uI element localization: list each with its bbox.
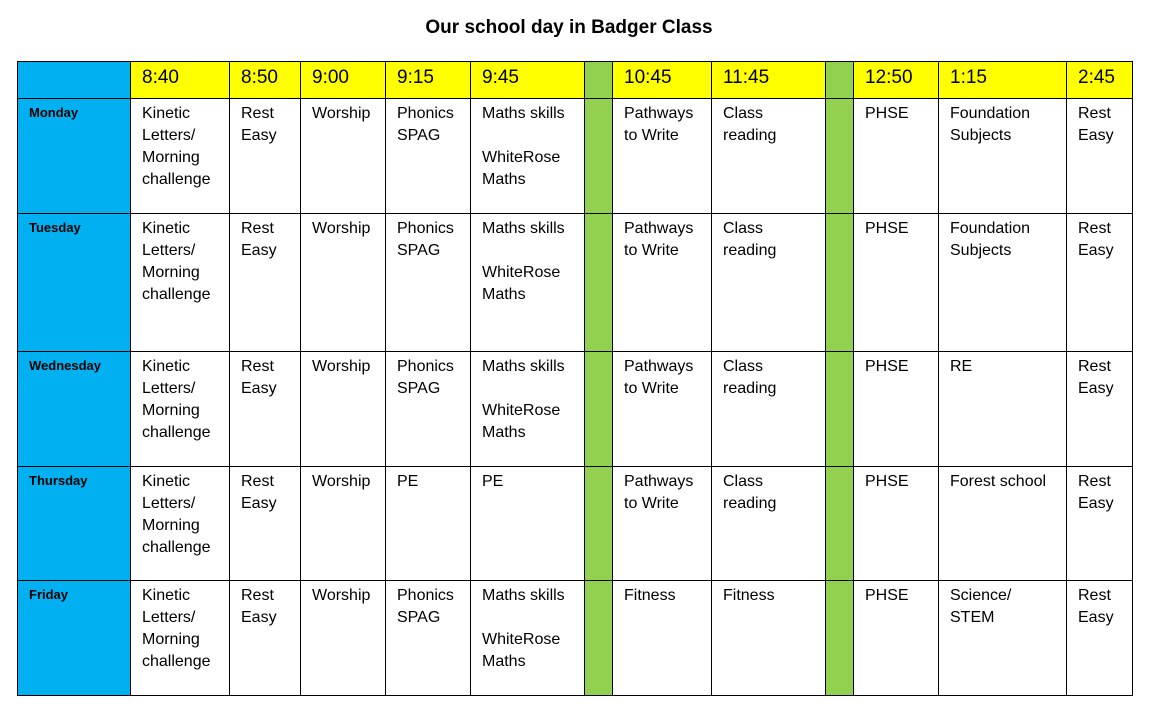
lesson-line: Rest	[1078, 587, 1111, 604]
lesson-cell	[301, 581, 386, 696]
lesson-line: PHSE	[865, 473, 909, 490]
lesson-line: Foundation	[950, 105, 1031, 122]
lesson-line: Easy	[1078, 242, 1114, 259]
lesson-line: challenge	[142, 286, 211, 303]
time-header: 2:45	[1067, 62, 1133, 99]
lesson-line: Maths skills	[482, 220, 565, 237]
time-header: 9:00	[301, 62, 386, 99]
table-row	[18, 99, 1133, 214]
lesson-line: Phonics	[397, 105, 454, 122]
lesson-line: reading	[723, 495, 777, 512]
lesson-line: Easy	[241, 380, 277, 397]
lesson-line: Morning	[142, 631, 200, 648]
lesson-cell	[301, 99, 386, 214]
lesson-line	[482, 607, 576, 629]
lesson-line: Maths	[482, 653, 526, 670]
lesson-line: reading	[723, 242, 777, 259]
lesson-line: Pathways	[624, 473, 694, 490]
lesson-cell	[386, 214, 471, 352]
lesson-cell	[230, 581, 301, 696]
lesson-line: challenge	[142, 424, 211, 441]
lesson-cell	[613, 99, 712, 214]
day-label: Monday	[18, 99, 131, 214]
lesson-line: Maths skills	[482, 358, 565, 375]
lesson-cell	[939, 352, 1067, 467]
lesson-line: to Write	[624, 127, 679, 144]
break-column	[826, 62, 854, 99]
header-row	[18, 62, 1133, 99]
lesson-cell	[386, 467, 471, 581]
lesson-line: challenge	[142, 653, 211, 670]
lesson-cell	[230, 467, 301, 581]
lesson-line: Fitness	[624, 587, 676, 604]
break-column	[585, 62, 613, 99]
lesson-line: SPAG	[397, 127, 441, 144]
lesson-line: Morning	[142, 402, 200, 419]
lesson-line: Worship	[312, 105, 371, 122]
lesson-line: Easy	[1078, 495, 1114, 512]
lesson-line: Kinetic	[142, 587, 191, 604]
lesson-line: Easy	[1078, 380, 1114, 397]
lesson-line	[482, 378, 576, 400]
time-header: 8:40	[131, 62, 230, 99]
lesson-line: WhiteRose	[482, 264, 561, 281]
lesson-cell	[939, 99, 1067, 214]
lesson-line: Rest	[1078, 220, 1111, 237]
break-column	[826, 467, 854, 581]
lesson-cell	[939, 467, 1067, 581]
lesson-line: RE	[950, 358, 973, 375]
break-column	[826, 99, 854, 214]
lesson-cell	[471, 352, 585, 467]
lesson-line: Rest	[241, 105, 274, 122]
time-header: 9:15	[386, 62, 471, 99]
break-column	[585, 214, 613, 352]
lesson-cell	[854, 214, 939, 352]
lesson-line: WhiteRose	[482, 149, 561, 166]
lesson-cell	[854, 581, 939, 696]
lesson-line: Phonics	[397, 587, 454, 604]
lesson-line: Worship	[312, 358, 371, 375]
lesson-line: Letters/	[142, 495, 196, 512]
lesson-line: reading	[723, 380, 777, 397]
lesson-cell	[1067, 214, 1133, 352]
lesson-line: STEM	[950, 609, 995, 626]
day-label: Friday	[18, 581, 131, 696]
time-header: 8:50	[230, 62, 301, 99]
timetable	[17, 61, 1133, 696]
timetable-body	[18, 99, 1133, 696]
table-row	[18, 214, 1133, 352]
lesson-line: Rest	[1078, 358, 1111, 375]
lesson-cell	[939, 581, 1067, 696]
lesson-cell	[386, 352, 471, 467]
lesson-cell	[854, 99, 939, 214]
lesson-line: Easy	[241, 242, 277, 259]
lesson-line: Worship	[312, 220, 371, 237]
page-title: Our school day in Badger Class	[425, 17, 713, 38]
lesson-line: Maths	[482, 171, 526, 188]
lesson-line: Morning	[142, 264, 200, 281]
lesson-line: Letters/	[142, 380, 196, 397]
lesson-line: PHSE	[865, 220, 909, 237]
lesson-cell	[131, 467, 230, 581]
lesson-line: Easy	[1078, 127, 1114, 144]
lesson-line: Maths skills	[482, 105, 565, 122]
lesson-line: Worship	[312, 587, 371, 604]
lesson-line: to Write	[624, 380, 679, 397]
lesson-line: Kinetic	[142, 358, 191, 375]
lesson-line: challenge	[142, 539, 211, 556]
lesson-line: Pathways	[624, 220, 694, 237]
lesson-cell	[131, 581, 230, 696]
lesson-line: Rest	[241, 358, 274, 375]
time-header: 1:15	[939, 62, 1067, 99]
lesson-cell	[712, 467, 826, 581]
break-column	[826, 581, 854, 696]
break-column	[585, 467, 613, 581]
lesson-cell	[854, 467, 939, 581]
lesson-cell	[613, 352, 712, 467]
lesson-line: Class	[723, 358, 764, 375]
break-column	[585, 581, 613, 696]
lesson-line: Maths	[482, 286, 526, 303]
lesson-line	[482, 240, 576, 262]
lesson-line: Worship	[312, 473, 371, 490]
lesson-cell	[939, 214, 1067, 352]
lesson-cell	[613, 467, 712, 581]
lesson-cell	[131, 352, 230, 467]
lesson-cell	[1067, 581, 1133, 696]
time-header: 9:45	[471, 62, 585, 99]
lesson-line: challenge	[142, 171, 211, 188]
lesson-cell	[230, 99, 301, 214]
lesson-cell	[230, 214, 301, 352]
lesson-line: Kinetic	[142, 473, 191, 490]
lesson-line	[482, 125, 576, 147]
lesson-line: Maths skills	[482, 587, 565, 604]
lesson-cell	[854, 352, 939, 467]
table-row	[18, 352, 1133, 467]
lesson-line: Phonics	[397, 220, 454, 237]
lesson-line: PHSE	[865, 105, 909, 122]
lesson-cell	[613, 214, 712, 352]
lesson-line: Easy	[241, 495, 277, 512]
lesson-line: PHSE	[865, 358, 909, 375]
lesson-line: Easy	[1078, 609, 1114, 626]
lesson-cell	[301, 352, 386, 467]
table-row	[18, 581, 1133, 696]
lesson-line: Foundation	[950, 220, 1031, 237]
day-label: Thursday	[18, 467, 131, 581]
day-label: Wednesday	[18, 352, 131, 467]
lesson-line: Easy	[241, 127, 277, 144]
lesson-cell	[386, 581, 471, 696]
lesson-line: Rest	[1078, 105, 1111, 122]
lesson-line: Class	[723, 220, 764, 237]
lesson-line: Morning	[142, 517, 200, 534]
lesson-line: Rest	[241, 587, 274, 604]
lesson-line: Letters/	[142, 242, 196, 259]
lesson-line: Subjects	[950, 127, 1012, 144]
lesson-cell	[1067, 467, 1133, 581]
lesson-cell	[712, 352, 826, 467]
lesson-line: PE	[397, 473, 419, 490]
lesson-line: PHSE	[865, 587, 909, 604]
lesson-line: to Write	[624, 242, 679, 259]
time-header: 10:45	[613, 62, 712, 99]
lesson-line: SPAG	[397, 609, 441, 626]
break-column	[826, 352, 854, 467]
lesson-cell	[712, 581, 826, 696]
lesson-line: Phonics	[397, 358, 454, 375]
lesson-cell	[230, 352, 301, 467]
lesson-line: Subjects	[950, 242, 1012, 259]
lesson-line: Morning	[142, 149, 200, 166]
lesson-line: Rest	[241, 473, 274, 490]
lesson-cell	[471, 581, 585, 696]
lesson-line: Rest	[1078, 473, 1111, 490]
header-corner	[18, 62, 131, 99]
lesson-line: Forest school	[950, 473, 1047, 490]
lesson-line: Letters/	[142, 127, 196, 144]
lesson-line: PE	[482, 473, 504, 490]
lesson-line: Class	[723, 473, 764, 490]
lesson-cell	[301, 467, 386, 581]
lesson-line: Class	[723, 105, 764, 122]
lesson-line: to Write	[624, 495, 679, 512]
lesson-cell	[712, 214, 826, 352]
lesson-cell	[712, 99, 826, 214]
day-label: Tuesday	[18, 214, 131, 352]
lesson-cell	[386, 99, 471, 214]
time-header: 11:45	[712, 62, 826, 99]
lesson-cell	[1067, 99, 1133, 214]
lesson-cell	[1067, 352, 1133, 467]
lesson-line: WhiteRose	[482, 631, 561, 648]
lesson-line: Fitness	[723, 587, 775, 604]
break-column	[826, 214, 854, 352]
break-column	[585, 352, 613, 467]
break-column	[585, 99, 613, 214]
time-header: 12:50	[854, 62, 939, 99]
lesson-line: Pathways	[624, 358, 694, 375]
lesson-cell	[471, 99, 585, 214]
lesson-cell	[471, 214, 585, 352]
lesson-cell	[301, 214, 386, 352]
lesson-cell	[471, 467, 585, 581]
lesson-line: Science/	[950, 587, 1012, 604]
lesson-line: Kinetic	[142, 220, 191, 237]
lesson-line: SPAG	[397, 380, 441, 397]
lesson-line: Pathways	[624, 105, 694, 122]
lesson-line: Rest	[241, 220, 274, 237]
lesson-cell	[131, 214, 230, 352]
lesson-line: reading	[723, 127, 777, 144]
table-row	[18, 467, 1133, 581]
lesson-line: Kinetic	[142, 105, 191, 122]
lesson-cell	[131, 99, 230, 214]
lesson-line: Letters/	[142, 609, 196, 626]
lesson-cell	[613, 581, 712, 696]
lesson-line: SPAG	[397, 242, 441, 259]
lesson-line: Easy	[241, 609, 277, 626]
lesson-line: Maths	[482, 424, 526, 441]
lesson-line: WhiteRose	[482, 402, 561, 419]
